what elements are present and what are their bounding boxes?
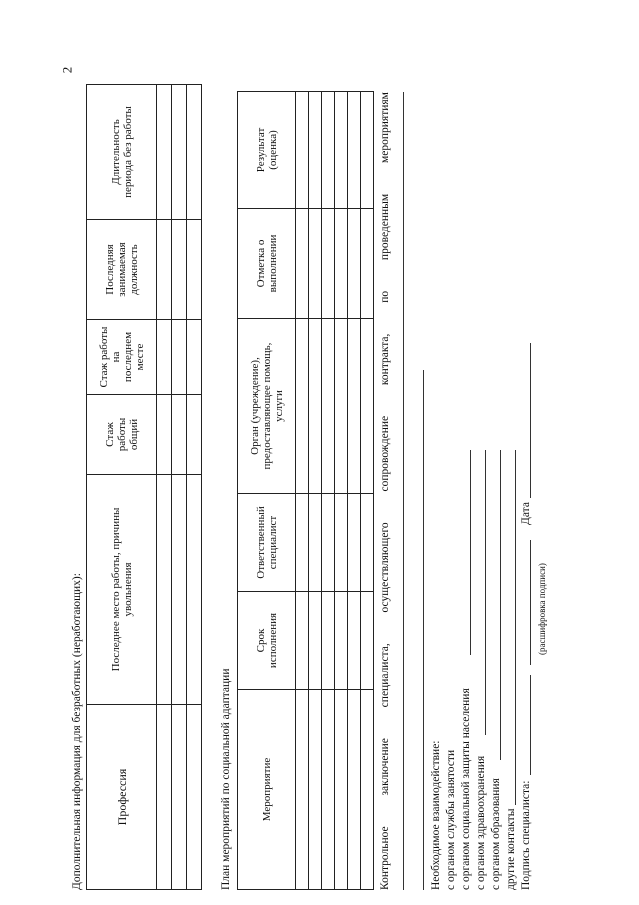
interaction-fill-line[interactable] bbox=[458, 450, 471, 655]
interaction-fill-line[interactable] bbox=[473, 450, 486, 735]
interaction-fill-line[interactable] bbox=[503, 450, 516, 805]
header-last-place-experience: Стаж работы на последнем месте bbox=[87, 320, 157, 395]
table-row bbox=[335, 92, 348, 890]
adaptation-plan-table bbox=[237, 91, 374, 890]
conclusion-word: контракта, bbox=[379, 333, 391, 386]
conclusion-line bbox=[379, 92, 391, 890]
signature-fill-line[interactable] bbox=[518, 675, 531, 775]
conclusion-word: по bbox=[379, 290, 391, 303]
signature-label: Подпись специалиста: bbox=[520, 780, 532, 890]
table-row bbox=[187, 85, 202, 890]
unemployed-info-table bbox=[86, 84, 202, 890]
header-result: Результат (оценка) bbox=[238, 92, 296, 209]
interaction-item-employment: с органом службы занятости bbox=[445, 749, 457, 890]
signature-decode-line[interactable] bbox=[518, 540, 531, 665]
section1-title: Дополнительная информация для безработных (неработающих): bbox=[71, 573, 83, 890]
header-responsible: Ответственный специалист bbox=[238, 494, 296, 592]
interaction-item-health: с органом здравоохранения bbox=[475, 755, 487, 890]
interaction-item-education: с органом образования bbox=[490, 778, 502, 890]
interaction-fill-line[interactable] bbox=[488, 450, 501, 760]
conclusion-fill-line[interactable] bbox=[423, 370, 424, 890]
header-unemployment-duration: Длительность периода без работы bbox=[87, 85, 157, 220]
table-row bbox=[172, 85, 187, 890]
table-row bbox=[361, 92, 374, 890]
table-row bbox=[322, 92, 335, 890]
header-last-position: Последняя занимаемая должность bbox=[87, 220, 157, 320]
table-row bbox=[348, 92, 361, 890]
header-service-provider: Орган (учреждение), предоставляющее помощь, услуги bbox=[238, 319, 296, 494]
table-row bbox=[309, 92, 322, 890]
header-completion-mark: Отметка о выполнении bbox=[238, 209, 296, 319]
conclusion-word: специалиста, bbox=[379, 643, 391, 708]
rotated-document-body bbox=[71, 55, 630, 890]
date-label: Дата bbox=[520, 502, 532, 525]
conclusion-word: осуществляющего bbox=[379, 522, 391, 613]
interaction-item-social: с органом социальной защиты населения bbox=[460, 688, 472, 890]
conclusion-word: заключение bbox=[379, 738, 391, 796]
date-fill-line[interactable] bbox=[518, 343, 531, 498]
table-row bbox=[296, 92, 309, 890]
header-profession: Профессия bbox=[87, 705, 157, 890]
conclusion-word: сопровождение bbox=[379, 415, 391, 492]
conclusion-word: Контрольное bbox=[379, 826, 391, 890]
interaction-title: Необходимое взаимодействие: bbox=[430, 740, 442, 890]
header-last-workplace: Последнее место работы, причины увольнения bbox=[87, 475, 157, 705]
header-activity: Мероприятие bbox=[238, 690, 296, 890]
signature-caption: (расшифровка подписи) bbox=[537, 563, 547, 655]
section2-title: План мероприятий по социальной адаптации bbox=[220, 668, 232, 890]
conclusion-word: мероприятиям bbox=[379, 92, 391, 164]
header-deadline: Срок исполнения bbox=[238, 592, 296, 690]
interaction-item-other: другие контакты bbox=[505, 808, 517, 890]
header-total-experience: Стаж работы общий bbox=[87, 395, 157, 475]
page-number: 2 bbox=[59, 66, 75, 74]
conclusion-fill-line[interactable] bbox=[403, 92, 404, 890]
table-row bbox=[157, 85, 172, 890]
conclusion-word: проведенным bbox=[379, 193, 391, 261]
